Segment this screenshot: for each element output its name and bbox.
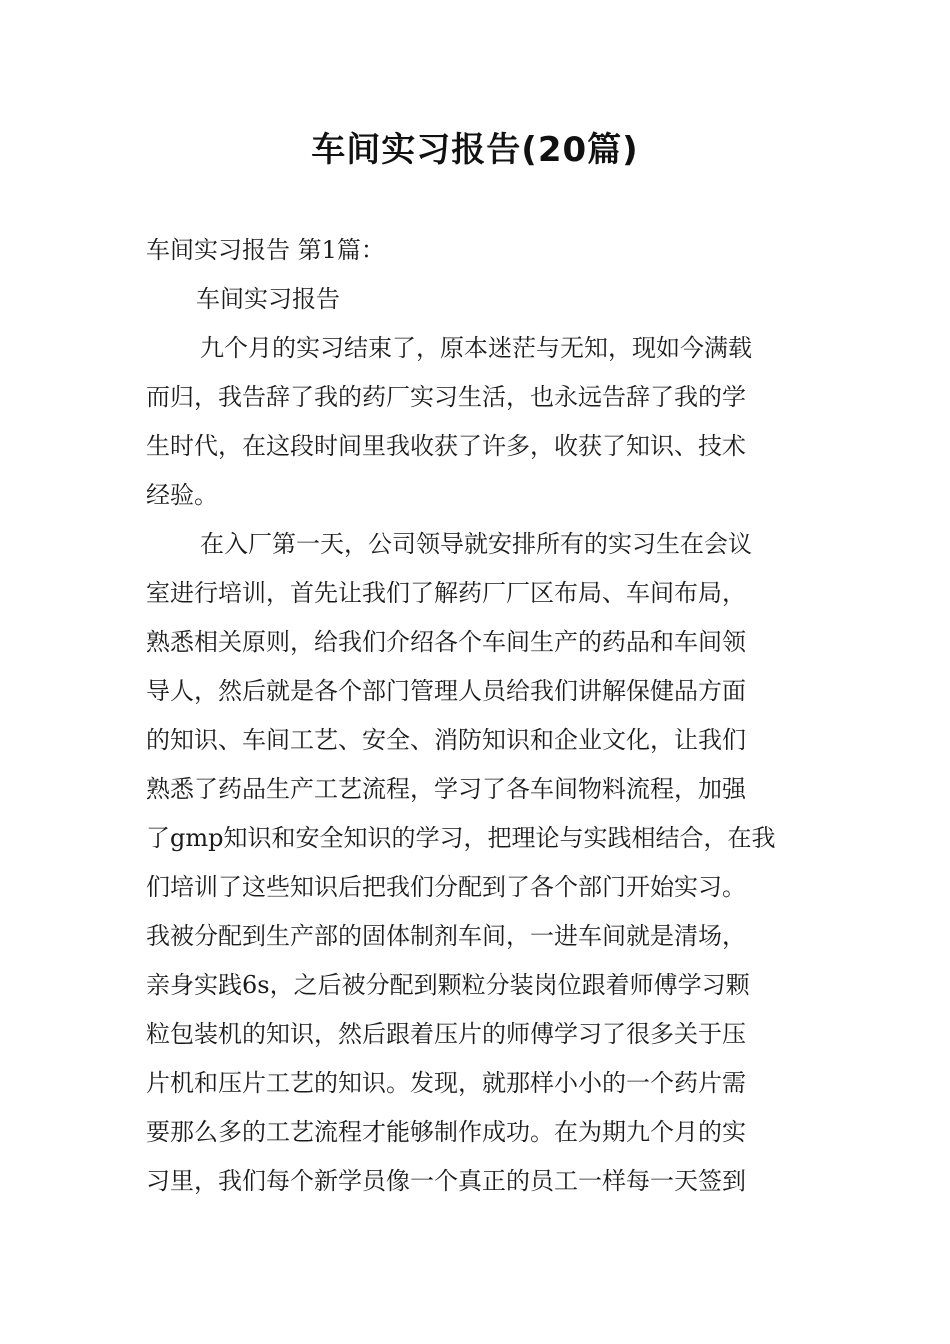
text-line: 了gmp知识和安全知识的学习，把理论与实践相结合，在我 bbox=[146, 824, 776, 852]
text-line: 亲身实践6s，之后被分配到颗粒分装岗位跟着师傅学习颗 bbox=[146, 971, 750, 999]
text-line: 生时代，在这段时间里我收获了许多，收获了知识、技术 bbox=[146, 432, 746, 460]
text-line: 片机和压片工艺的知识。发现，就那样小小的一个药片需 bbox=[146, 1069, 746, 1097]
text-line: 导人，然后就是各个部门管理人员给我们讲解保健品方面 bbox=[146, 677, 746, 705]
text-line: 要那么多的工艺流程才能够制作成功。在为期九个月的实 bbox=[146, 1118, 746, 1146]
text-line: 的知识、车间工艺、安全、消防知识和企业文化，让我们 bbox=[146, 726, 746, 754]
text-line: 室进行培训，首先让我们了解药厂厂区布局、车间布局， bbox=[146, 579, 746, 607]
text-line: 习里，我们每个新学员像一个真正的员工一样每一天签到 bbox=[146, 1167, 746, 1195]
document-body bbox=[146, 226, 812, 1206]
section-heading: 车间实习报告 第1篇： bbox=[146, 236, 385, 264]
text-line: 熟悉相关原则，给我们介绍各个车间生产的药品和车间领 bbox=[146, 628, 746, 656]
text-line: 们培训了这些知识后把我们分配到了各个部门开始实习。 bbox=[146, 873, 746, 901]
text-line: 粒包装机的知识，然后跟着压片的师傅学习了很多关于压 bbox=[146, 1020, 746, 1048]
document-title: 车间实习报告(20篇) bbox=[311, 130, 639, 170]
text-line: 九个月的实习结束了，原本迷茫与无知，现如今满载 bbox=[200, 334, 752, 362]
sub-title: 车间实习报告 bbox=[196, 285, 340, 313]
text-line: 在入厂第一天，公司领导就安排所有的实习生在会议 bbox=[200, 530, 752, 558]
text-line: 我被分配到生产部的固体制剂车间，一进车间就是清场， bbox=[146, 922, 746, 950]
text-line: 经验。 bbox=[146, 481, 218, 509]
text-line: 而归，我告辞了我的药厂实习生活，也永远告辞了我的学 bbox=[146, 383, 746, 411]
text-line: 熟悉了药品生产工艺流程，学习了各车间物料流程，加强 bbox=[146, 775, 746, 803]
